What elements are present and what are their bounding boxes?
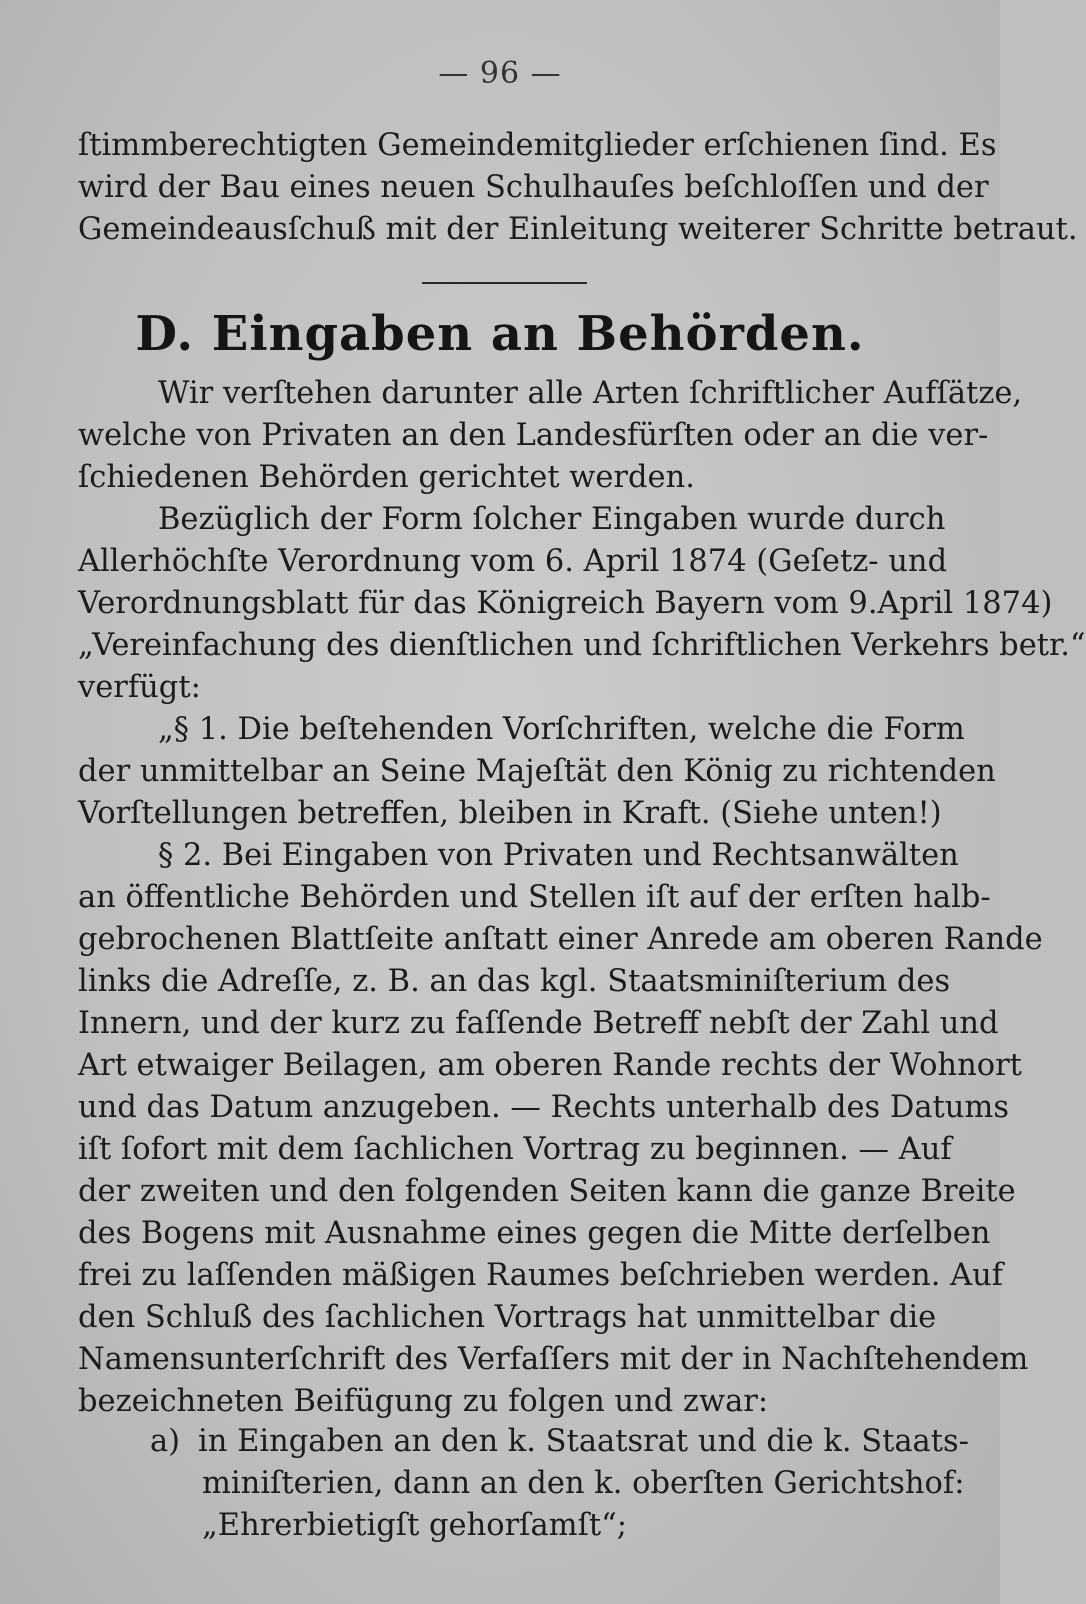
intro-paragraph bbox=[78, 125, 1078, 251]
text-line: der zweiten und den folgenden Seiten kann die ganze Breite bbox=[78, 1174, 1016, 1209]
text-line: „Vereinfachung des dienſtlichen und ſchriftlichen Verkehrs betr.“ bbox=[78, 628, 1086, 663]
text-line: Vorſtellungen betreffen, bleiben in Kraft. (Siehe unten!) bbox=[78, 796, 942, 831]
text-line: welche von Privaten an den Landesfürſten oder an die ver- bbox=[78, 418, 989, 453]
text-line: iſt ſofort mit dem ſachlichen Vortrag zu beginnen. — Auf bbox=[78, 1132, 952, 1167]
text-line: Art etwaiger Beilagen, am oberen Rande rechts der Wohnort bbox=[78, 1048, 1022, 1083]
text-line: und das Datum anzugeben. — Rechts unterhalb des Datums bbox=[78, 1090, 1009, 1125]
text-line: des Bogens mit Ausnahme eines gegen die Mitte derſelben bbox=[78, 1216, 991, 1251]
text-line: den Schluß des ſachlichen Vortrags hat unmittelbar die bbox=[78, 1300, 937, 1335]
list-marker: a) bbox=[150, 1424, 181, 1459]
text-line: ſchiedenen Behörden gerichtet werden. bbox=[78, 460, 695, 495]
text-line: „Ehrerbietigſt gehorſamſt“; bbox=[202, 1508, 627, 1543]
text-line: verfügt: bbox=[78, 670, 201, 705]
section-divider bbox=[422, 282, 587, 284]
text-line: wird der Bau eines neuen Schulhauſes beſchloſſen und der bbox=[78, 170, 989, 205]
text-line: ſtimmberechtigten Gemeindemitglieder erſchienen ſind. Es bbox=[78, 128, 997, 163]
text-line: an öffentliche Behörden und Stellen iſt auf der erſten halb- bbox=[78, 880, 991, 915]
paragraph-definition bbox=[78, 373, 1023, 499]
list-item-a bbox=[150, 1421, 969, 1547]
text-line: § 2. Bei Eingaben von Privaten und Rechtsanwälten bbox=[158, 838, 959, 873]
text-line: Namensunterſchrift des Verfaſſers mit der in Nachſtehendem bbox=[78, 1342, 1029, 1377]
text-line: „§ 1. Die beſtehenden Vorſchriften, welche die Form bbox=[158, 712, 965, 747]
text-line: miniſterien, dann an den k. oberſten Gerichtshof: bbox=[202, 1466, 965, 1501]
text-line: Bezüglich der Form ſolcher Eingaben wurde durch bbox=[158, 502, 946, 537]
text-line: gebrochenen Blattſeite anſtatt einer Anrede am oberen Rande bbox=[78, 922, 1043, 957]
page-number: — 96 — bbox=[438, 56, 562, 91]
text-line: bezeichneten Beifügung zu folgen und zwar: bbox=[78, 1384, 769, 1419]
text-line: frei zu laſſenden mäßigen Raumes beſchrieben werden. Auf bbox=[78, 1258, 1004, 1293]
text-line: Gemeindeausſchuß mit der Einleitung weiterer Schritte betraut. bbox=[78, 212, 1078, 247]
list-line bbox=[150, 1421, 969, 1463]
section-heading: D. Eingaben an Behörden. bbox=[135, 306, 865, 362]
text-line: Wir verſtehen darunter alle Arten ſchriftlicher Aufſätze, bbox=[158, 376, 1023, 411]
text-line: Verordnungsblatt für das Königreich Bayern vom 9.April 1874) bbox=[78, 586, 1053, 621]
text-line: der unmittelbar an Seine Majeſtät den König zu richtenden bbox=[78, 754, 996, 789]
paragraph-section-2 bbox=[78, 835, 1043, 1423]
paragraph-form bbox=[78, 499, 1086, 709]
text-line: Innern, und der kurz zu faſſende Betreff nebſt der Zahl und bbox=[78, 1006, 999, 1041]
text-line: Allerhöchſte Verordnung vom 6. April 1874 (Geſetz- und bbox=[78, 544, 948, 579]
text-line: links die Adreſſe, z. B. an das kgl. Staatsminiſterium des bbox=[78, 964, 951, 999]
text-line: in Eingaben an den k. Staatsrat und die k. Staats- bbox=[198, 1424, 969, 1459]
paragraph-section-1 bbox=[78, 709, 996, 835]
